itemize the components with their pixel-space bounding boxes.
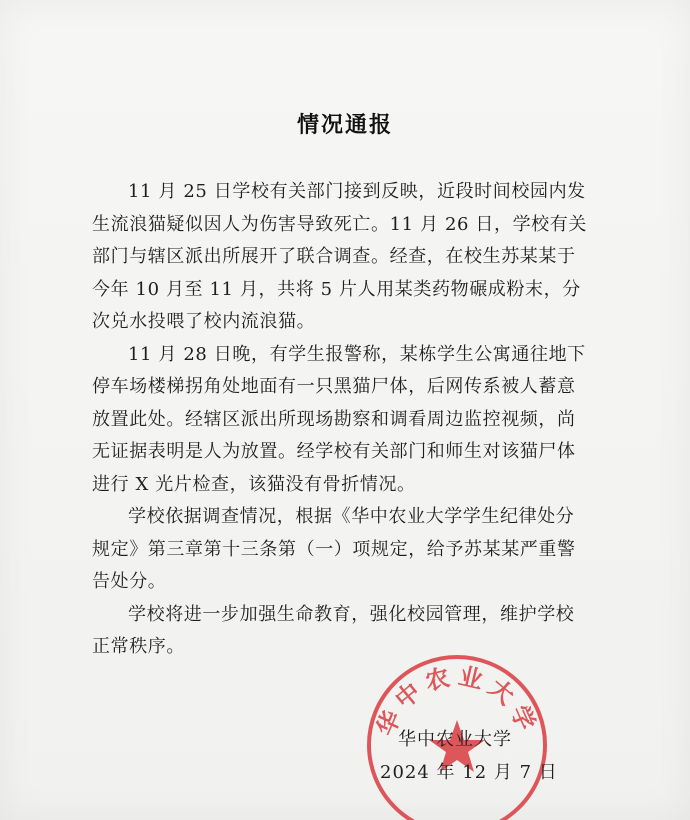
paragraph-1: 11 月 25 日学校有关部门接到反映，近段时间校园内发生流浪猫疑似因人为伤害导致死亡。11 月 26 日，学校有关部门与辖区派出所展开了联合调查。经查，在校生苏某某于今年 10 月至 11 月，共将 5 片人用某类药物碾成粉末，分次兑水投喂了校内流浪猫。 — [92, 181, 587, 332]
paragraph-3: 学校依据调查情况，根据《华中农业大学学生纪律处分规定》第三章第十三条第（一）项规定，给予苏某某严重警告处分。 — [92, 506, 576, 592]
signature-date: 2024 年 12 月 7 日 — [380, 762, 558, 783]
seal-text: 华中农业大学 — [371, 661, 543, 740]
signature-organization: 华中农业大学 — [398, 729, 512, 750]
page-title: 情况通报 — [296, 112, 393, 138]
paragraph-2: 11 月 28 日晚，有学生报警称，某栋学生公寓通往地下停车场楼梯拐角处地面有一只黑猫尸体，后网传系被人蓄意放置此处。经辖区派出所现场勘察和调看周边监控视频，尚无证据表明是人为放置。经学校有关部门和师生对该猫尸体进行 X 光片检查，该猫没有骨折情况。 — [92, 343, 586, 495]
document-body — [92, 176, 592, 664]
paragraph-4: 学校将进一步加强生命教育，强化校园管理，维护学校正常秩序。 — [92, 603, 575, 657]
